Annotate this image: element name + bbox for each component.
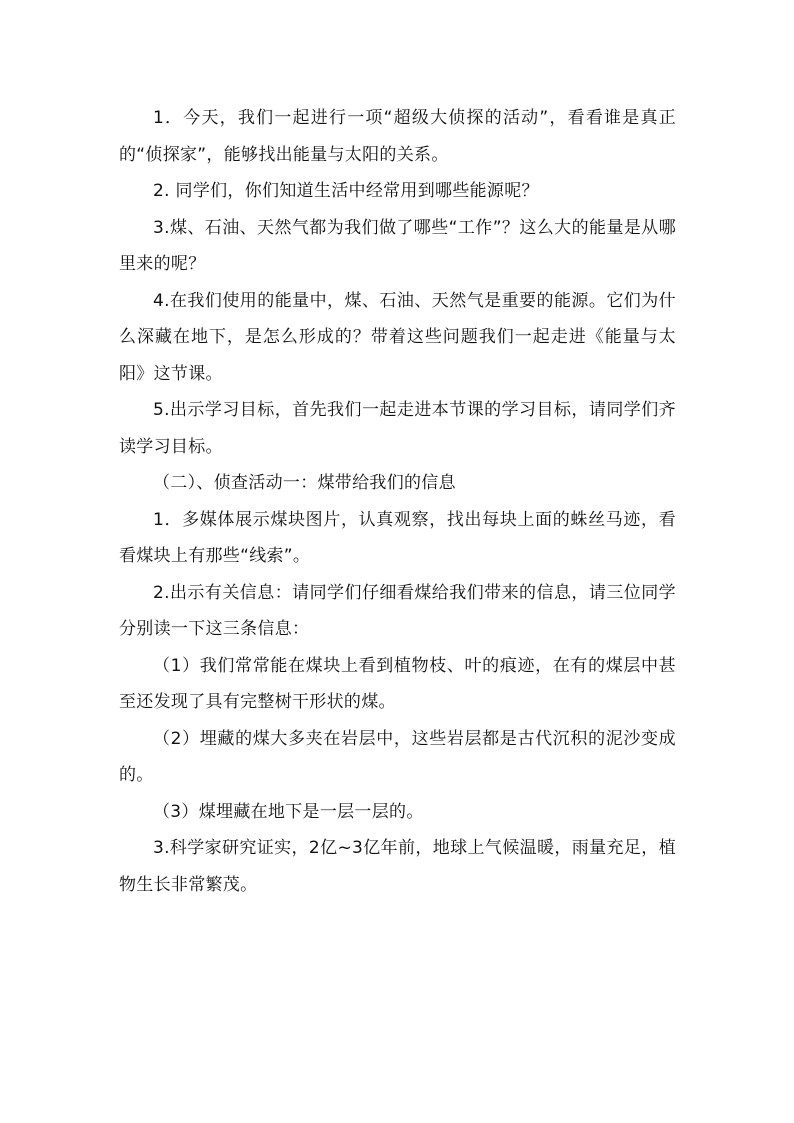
paragraph-2: 2. 同学们，你们知道生活中经常用到哪些能源呢？ — [153, 181, 539, 201]
info-item-1: （1）我们常常能在煤块上看到植物枝、叶的痕迹，在有的煤层中甚至还发现了具有完整树干形状的煤。 — [119, 655, 676, 712]
paragraph-5: 5.出示学习目标，首先我们一起走进本节课的学习目标，请同学们齐读学习目标。 — [119, 400, 676, 457]
document-page — [119, 100, 676, 903]
paragraph-1: 1．今天，我们一起进行一项“超级大侦探的活动”，看看谁是真正的“侦探家”，能够找出能量与太阳的关系。 — [119, 108, 676, 165]
paragraph-7: 2.出示有关信息：请同学们仔细看煤给我们带来的信息，请三位同学分别读一下这三条信息： — [119, 582, 676, 639]
paragraph-8: 3.科学家研究证实，2亿~3亿年前，地球上气候温暖，雨量充足，植物生长非常繁茂。 — [119, 838, 676, 895]
info-item-2: （2）埋藏的煤大多夹在岩层中，这些岩层都是古代沉积的泥沙变成的。 — [119, 728, 676, 785]
paragraph-6: 1．多媒体展示煤块图片，认真观察，找出每块上面的蛛丝马迹，看看煤块上有那些“线索”。 — [119, 509, 676, 566]
paragraph-3: 3.煤、石油、天然气都为我们做了哪些“工作”？这么大的能量是从哪里来的呢？ — [119, 217, 676, 274]
section-heading: （二）、侦查活动一：煤带给我们的信息 — [153, 473, 456, 493]
info-item-3: （3）煤埋藏在地下是一层一层的。 — [153, 801, 424, 822]
paragraph-4: 4.在我们使用的能量中，煤、石油、天然气是重要的能源。它们为什么深藏在地下，是怎么形成的？带着这些问题我们一起走进《能量与太阳》这节课。 — [119, 290, 676, 384]
